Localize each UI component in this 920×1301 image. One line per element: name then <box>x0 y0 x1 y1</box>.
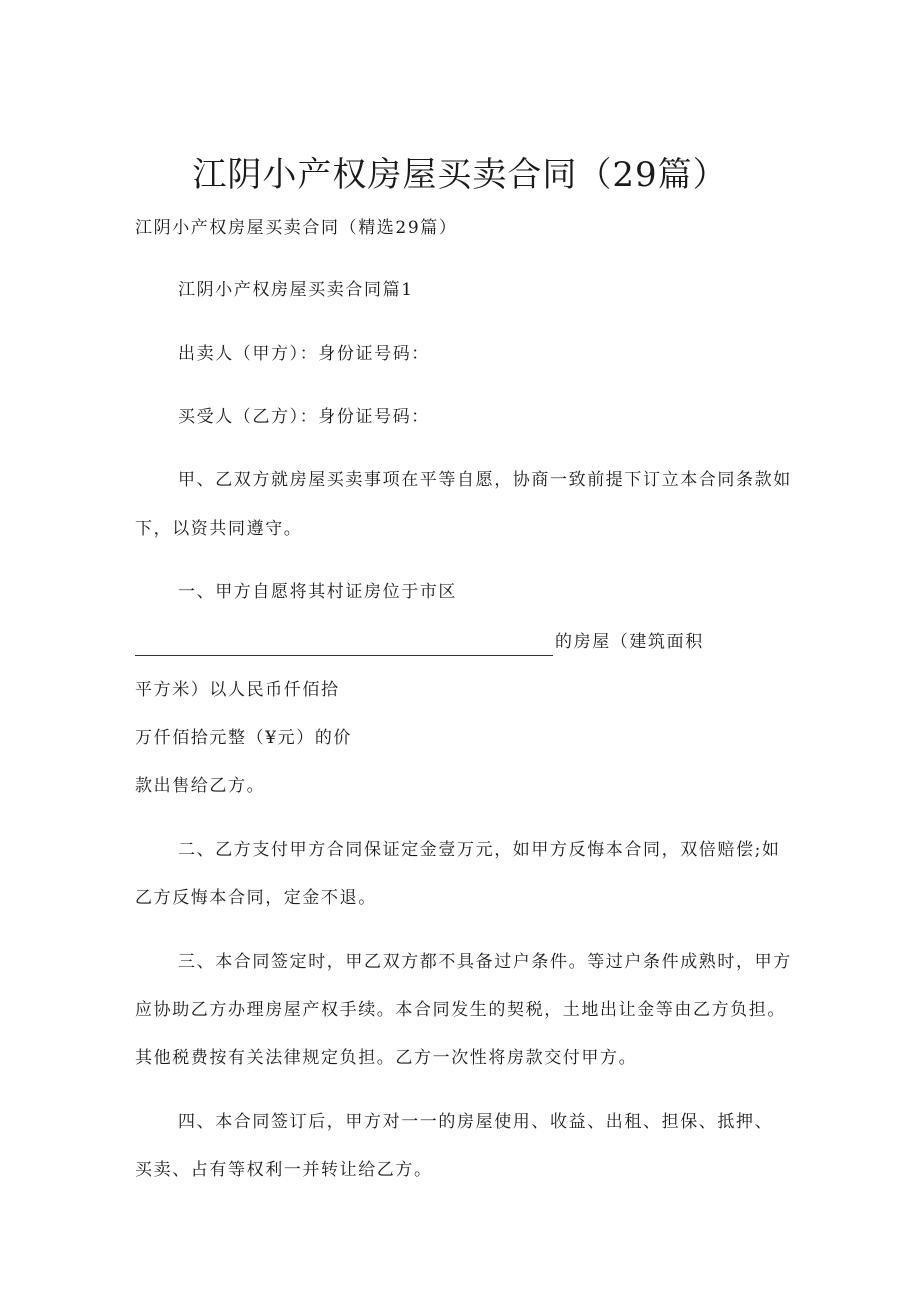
buyer-line: 买受人（乙方）：身份证号码： <box>178 407 430 427</box>
clause-1-line-2 <box>135 628 704 656</box>
section-heading: 江阴小产权房屋买卖合同篇1 <box>178 280 414 300</box>
clause-1-line-3: 平方米）以人民币仟佰拾 <box>135 680 340 700</box>
intro-line-2: 下，以资共同遵守。 <box>135 519 303 539</box>
clause-4-line-2: 买卖、占有等权利一并转让给乙方。 <box>135 1160 433 1180</box>
seller-line: 出卖人（甲方）：身份证号码： <box>178 344 430 364</box>
clause-4-line-1: 四、本合同签订后，甲方对一一的房屋使用、收益、出租、担保、抵押、 <box>178 1112 774 1132</box>
clause-3-line-2: 应协助乙方办理房屋产权手续。本合同发生的契税，土地出让金等由乙方负担。 <box>135 1000 786 1020</box>
clause-1-line-2-text: 的房屋（建筑面积 <box>555 632 704 652</box>
clause-1-line-5: 款出售给乙方。 <box>135 776 266 796</box>
fill-in-blank <box>135 635 553 656</box>
clause-3-line-3: 其他税费按有关法律规定负担。乙方一次性将房款交付甲方。 <box>135 1048 638 1068</box>
clause-1-line-4: 万仟佰拾元整（¥元）的价 <box>135 728 353 748</box>
document-subtitle: 江阴小产权房屋买卖合同（精选29篇） <box>135 218 458 238</box>
intro-line-1: 甲、乙双方就房屋买卖事项在平等自愿，协商一致前提下订立本合同条款如 <box>178 470 792 490</box>
clause-2-line-1: 二、乙方支付甲方合同保证定金壹万元，如甲方反悔本合同，双倍赔偿;如 <box>178 840 781 860</box>
clause-2-line-2: 乙方反悔本合同，定金不退。 <box>135 888 377 908</box>
document-title: 江阴小产权房屋买卖合同（29篇） <box>192 155 728 195</box>
clause-1-line-1: 一、甲方自愿将其村证房位于市区 <box>178 582 457 602</box>
clause-3-line-1: 三、本合同签定时，甲乙双方都不具备过户条件。等过户条件成熟时，甲方 <box>178 952 792 972</box>
